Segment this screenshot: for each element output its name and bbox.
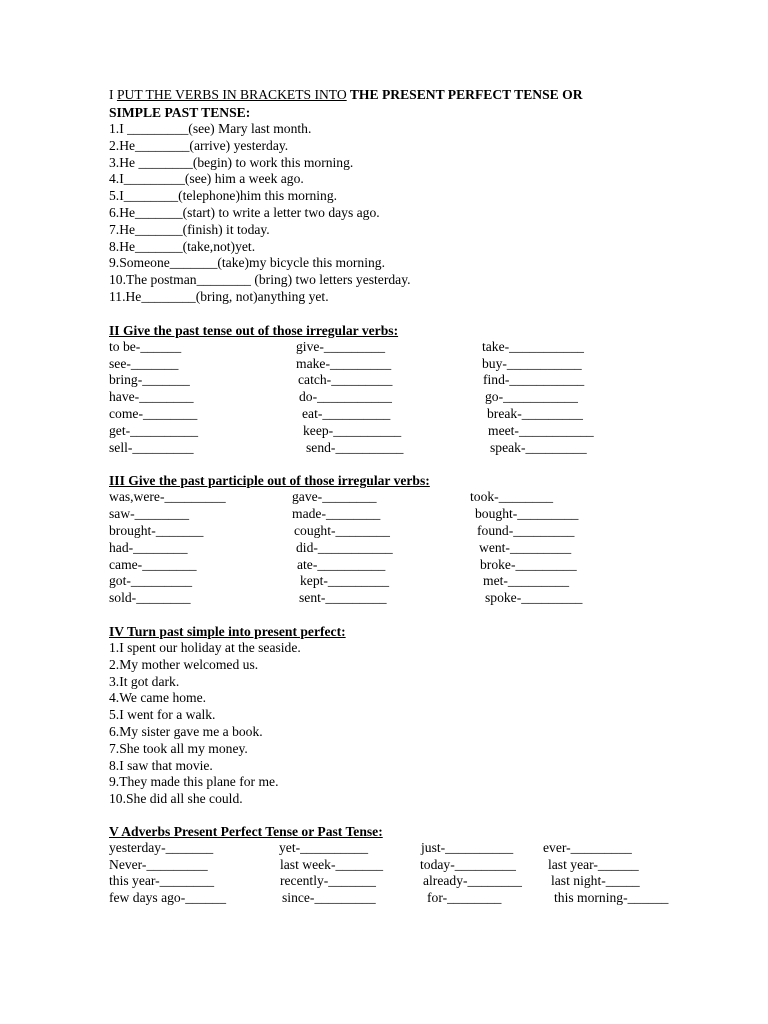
section-5 xyxy=(109,823,709,907)
verb-cell: meet-___________ xyxy=(488,422,594,438)
verb-row xyxy=(109,573,709,590)
section-1-title-prefix: I xyxy=(109,87,117,102)
verb-cell: bring-_______ xyxy=(109,372,190,388)
exercise-item: 8.He_______(take,not)yet. xyxy=(109,238,256,254)
section-2 xyxy=(109,322,709,457)
exercise-item: 10.The postman________ (bring) two letters yesterday. xyxy=(109,272,411,288)
verb-cell: see-_______ xyxy=(109,355,179,371)
verb-cell: gave-________ xyxy=(292,489,377,505)
verb-row xyxy=(109,590,709,607)
verb-cell: sold-________ xyxy=(109,590,191,606)
adverb-cell: few days ago-______ xyxy=(109,890,227,906)
section-3-heading: III Give the past participle out of those irregular verbs: xyxy=(109,473,430,489)
verb-row xyxy=(109,389,709,406)
verb-cell: kept-_________ xyxy=(300,573,390,589)
verb-cell: brought-_______ xyxy=(109,522,204,538)
verb-row xyxy=(109,540,709,557)
verb-cell: cought-________ xyxy=(294,522,390,538)
verb-cell: keep-__________ xyxy=(303,422,402,438)
adverb-cell: this morning-______ xyxy=(554,890,669,906)
section-1-title-underlined: PUT THE VERBS IN BRACKETS INTO xyxy=(116,87,347,102)
verb-row xyxy=(109,372,709,389)
exercise-item: 2.My mother welcomed us. xyxy=(109,656,259,672)
exercise-item: 7.She took all my money. xyxy=(109,740,248,756)
section-1-title-line-1 xyxy=(109,86,709,104)
verb-row xyxy=(109,356,709,373)
verb-cell: eat-__________ xyxy=(302,405,391,421)
exercise-item: 4.I_________(see) him a week ago. xyxy=(109,171,304,187)
verb-cell: made-________ xyxy=(292,506,381,522)
verb-cell: spoke-_________ xyxy=(485,590,583,606)
adverb-cell: this year-________ xyxy=(109,873,215,889)
section-1 xyxy=(109,86,709,306)
verb-cell: did-___________ xyxy=(296,539,393,555)
exercise-item: 4.We came home. xyxy=(109,690,207,706)
verb-cell: make-_________ xyxy=(296,355,392,371)
verb-cell: met-_________ xyxy=(483,573,570,589)
exercise-item: 2.He________(arrive) yesterday. xyxy=(109,137,289,153)
verb-row xyxy=(109,489,709,506)
section-4 xyxy=(109,623,709,808)
verb-cell: came-________ xyxy=(109,556,197,572)
section-2-heading: II Give the past tense out of those irregular verbs: xyxy=(109,322,399,338)
verb-cell: ate-__________ xyxy=(297,556,386,572)
verb-cell: found-_________ xyxy=(477,522,575,538)
adverb-cell: yet-__________ xyxy=(279,839,369,855)
exercise-item: 8.I saw that movie. xyxy=(109,757,213,773)
adverb-cell: yesterday-_______ xyxy=(109,839,214,855)
verb-row xyxy=(109,440,709,457)
exercise-item: 3.He ________(begin) to work this morning. xyxy=(109,154,354,170)
spacer xyxy=(109,456,709,472)
verb-cell: send-__________ xyxy=(306,439,404,455)
exercise-item: 6.He_______(start) to write a letter two days ago. xyxy=(109,204,380,220)
verb-row xyxy=(109,406,709,423)
verb-cell: saw-________ xyxy=(109,506,190,522)
worksheet xyxy=(109,86,709,907)
section-5-heading: V Adverbs Present Perfect Tense or Past Tense: xyxy=(109,823,383,839)
exercise-item: 9.They made this plane for me. xyxy=(109,774,279,790)
verb-cell: break-_________ xyxy=(487,405,583,421)
exercise-item: 9.Someone_______(take)my bicycle this morning. xyxy=(109,255,385,271)
verb-cell: give-_________ xyxy=(296,338,386,354)
adverb-row xyxy=(109,873,709,890)
exercise-item: 6.My sister gave me a book. xyxy=(109,723,263,739)
spacer xyxy=(109,808,709,823)
verb-cell: find-___________ xyxy=(483,372,585,388)
section-1-title-line-2: SIMPLE PAST TENSE: xyxy=(109,104,251,120)
verb-cell: buy-___________ xyxy=(482,355,582,371)
verb-cell: catch-_________ xyxy=(298,372,393,388)
adverb-cell: today-_________ xyxy=(420,856,516,872)
verb-cell: go-___________ xyxy=(485,389,578,405)
verb-cell: sent-_________ xyxy=(299,590,387,606)
verb-cell: sell-_________ xyxy=(109,439,194,455)
verb-cell: do-___________ xyxy=(299,389,392,405)
adverb-cell: recently-_______ xyxy=(280,873,376,889)
exercise-item: 1.I spent our holiday at the seaside. xyxy=(109,639,301,655)
adverb-row xyxy=(109,857,709,874)
verb-row xyxy=(109,506,709,523)
verb-cell: come-________ xyxy=(109,405,198,421)
section-4-heading: IV Turn past simple into present perfect: xyxy=(109,623,346,639)
verb-cell: broke-_________ xyxy=(480,556,577,572)
adverb-cell: for-________ xyxy=(427,890,502,906)
exercise-item: 3.It got dark. xyxy=(109,673,180,689)
adverb-row xyxy=(109,840,709,857)
verb-row xyxy=(109,523,709,540)
adverb-cell: last night-_____ xyxy=(551,873,640,889)
section-1-title-bold: THE PRESENT PERFECT TENSE OR xyxy=(346,87,583,102)
adverb-cell: just-__________ xyxy=(421,839,514,855)
exercise-item: 7.He_______(finish) it today. xyxy=(109,221,270,237)
spacer xyxy=(109,306,709,322)
verb-cell: to be-______ xyxy=(109,338,182,354)
verb-row xyxy=(109,339,709,356)
verb-cell: get-__________ xyxy=(109,422,199,438)
adverb-cell: Never-_________ xyxy=(109,856,208,872)
verb-cell: got-_________ xyxy=(109,573,193,589)
verb-cell: have-________ xyxy=(109,389,194,405)
adverb-cell: ever-_________ xyxy=(543,839,632,855)
verb-cell: had-________ xyxy=(109,539,188,555)
verb-cell: went-_________ xyxy=(479,539,572,555)
adverb-cell: last week-_______ xyxy=(280,856,384,872)
exercise-item: 1.I _________(see) Mary last month. xyxy=(109,121,312,136)
adverb-cell: already-________ xyxy=(423,873,522,889)
verb-row xyxy=(109,423,709,440)
adverb-row xyxy=(109,890,709,907)
exercise-item: 11.He________(bring, not)anything yet. xyxy=(109,288,329,304)
section-3 xyxy=(109,472,709,607)
verb-cell: speak-_________ xyxy=(490,439,587,455)
spacer xyxy=(109,607,709,623)
exercise-item: 5.I went for a walk. xyxy=(109,707,216,723)
verb-cell: take-___________ xyxy=(482,338,584,354)
exercise-item: 5.I________(telephone)him this morning. xyxy=(109,188,338,204)
adverb-cell: last year-______ xyxy=(548,856,639,872)
verb-row xyxy=(109,557,709,574)
exercise-item: 10.She did all she could. xyxy=(109,791,243,807)
verb-cell: bought-_________ xyxy=(475,506,579,522)
adverb-cell: since-_________ xyxy=(282,890,376,906)
verb-cell: was,were-_________ xyxy=(109,489,226,505)
verb-cell: took-________ xyxy=(470,489,554,505)
